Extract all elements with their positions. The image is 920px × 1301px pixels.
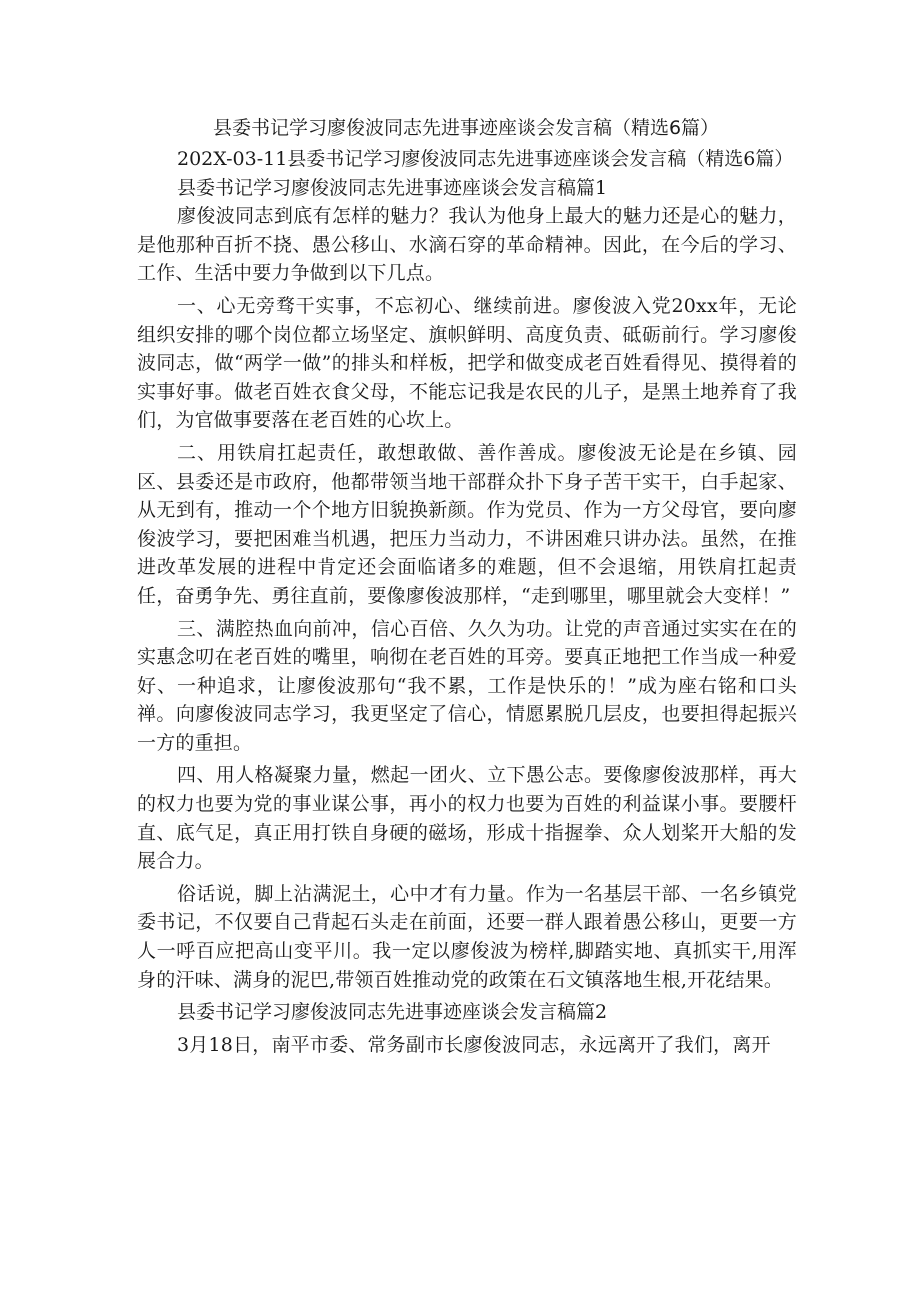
paragraph: 廖俊波同志到底有怎样的魅力？我认为他身上最大的魅力还是心的魅力，是他那种百折不挠、愚公移山、水滴石穿的革命精神。因此，在今后的学习、工作、生活中要力争做到以下几点。 [137, 205, 797, 285]
section-heading: 县委书记学习廖俊波同志先进事迹座谈会发言稿篇1 [177, 176, 608, 199]
document-title: 县委书记学习廖俊波同志先进事迹座谈会发言稿（精选6篇） [212, 117, 720, 139]
paragraph: 四、用人格凝聚力量，燃起一团火、立下愚公志。要像廖俊波那样，再大的权力也要为党的事业谋公事，再小的权力也要为百姓的利益谋小事。要腰杆直、底气足，真正用打铁自身硬的磁场，形成十指握拳、众人划桨开大船的发展合力。 [137, 764, 797, 873]
paragraph: 二、用铁肩扛起责任，敢想敢做、善作善成。廖俊波无论是在乡镇、园区、县委还是市政府，他都带领当地干部群众扑下身子苦干实干，白手起家、从无到有，推动一个个地方旧貌换新颜。作为党员、作为一方父母官，要向廖俊波学习，要把困难当机遇，把压力当动力，不讲困难只讲办法。虽然，在推进改革发展的进程中肯定还会面临诸多的难题，但不会退缩，用铁肩扛起责任，奋勇争先、勇往直前，要像廖俊波那样，“走到哪里，哪里就会大变样！” [137, 441, 797, 607]
section-heading: 县委书记学习廖俊波同志先进事迹座谈会发言稿篇2 [177, 1001, 608, 1024]
paragraph: 一、心无旁骛干实事，不忘初心、继续前进。廖俊波入党20xx年，无论组织安排的哪个岗位都立场坚定、旗帜鲜明、高度负责、砥砺前行。学习廖俊波同志，做“两学一做”的排头和样板，把学和做变成老百姓看得见、摸得着的实事好事。做老百姓衣食父母，不能忘记我是农民的儿子，是黑土地养育了我们，为官做事要落在老百姓的心坎上。 [137, 294, 797, 432]
paragraph: 3月18日，南平市委、常务副市长廖俊波同志，永远离开了我们，离开 [177, 1033, 771, 1056]
document-body [137, 145, 797, 1059]
paragraph: 俗话说，脚上沾满泥土，心中才有力量。作为一名基层干部、一名乡镇党委书记，不仅要自己背起石头走在前面，还要一群人跟着愚公移山，更要一方人一呼百应把高山变平川。我一定以廖俊波为榜样,脚踏实地、真抓实干,用浑身的汗味、满身的泥巴,带领百姓推动党的政策在石文镇落地生根,开花结果。 [137, 882, 797, 991]
document-meta-line: 202X-03-11县委书记学习廖俊波同志先进事迹座谈会发言稿（精选6篇） [177, 148, 794, 170]
paragraph: 三、满腔热血向前冲，信心百倍、久久为功。让党的声音通过实实在在的实惠念叨在老百姓的嘴里，响彻在老百姓的耳旁。要真正地把工作当成一种爱好、一种追求，让廖俊波那句“我不累，工作是快乐的！”成为座右铭和口头禅。向廖俊波同志学习，我更坚定了信心，情愿累脱几层皮，也要担得起振兴一方的重担。 [137, 617, 797, 754]
